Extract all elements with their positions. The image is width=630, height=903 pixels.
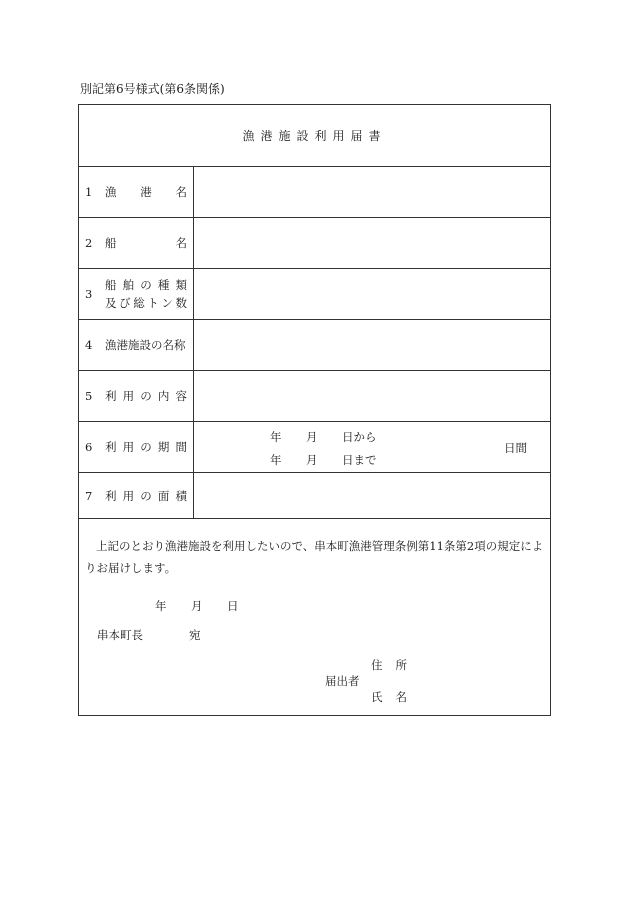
row-number: 2 <box>85 236 93 250</box>
label-char: 氏 <box>371 690 383 704</box>
row-label-cell <box>79 320 194 370</box>
row-number: 1 <box>85 185 93 199</box>
addressee: 串本町長 <box>97 628 143 642</box>
label-char: 期 <box>157 440 170 454</box>
label-char: 用 <box>122 440 135 454</box>
row-label-cell <box>79 269 194 319</box>
row-number: 4 <box>85 338 93 352</box>
row-number: 3 <box>85 287 93 301</box>
label-char: 船 <box>105 236 117 250</box>
declaration-statement: 上記のとおり漁港施設を利用したいので、串本町漁港管理条例第11条第2項の規定によりお届けします。 <box>85 539 544 575</box>
label-char: 名 <box>175 185 187 199</box>
label-char: の <box>140 440 152 454</box>
row-label <box>105 488 187 504</box>
row-label-cell <box>79 422 194 472</box>
label-char: 利 <box>105 389 117 403</box>
row-usage-content <box>79 371 550 422</box>
label-char: 港 <box>140 185 152 199</box>
label-char: の <box>140 488 152 503</box>
label-line-1 <box>105 276 187 294</box>
period-from: 日から <box>342 430 377 444</box>
form-title: 漁港施設利用届書 <box>79 105 550 167</box>
period-year: 年 <box>270 453 282 467</box>
label-char: ン <box>161 296 173 310</box>
row-facility-name <box>79 320 550 371</box>
period-month: 月 <box>306 430 318 444</box>
row-number: 5 <box>85 389 93 403</box>
row-usage-period <box>79 422 550 473</box>
label-char: 所 <box>395 658 407 672</box>
applicant-address-label <box>371 657 407 673</box>
label-char: 及 <box>105 296 117 310</box>
label-char: 内 <box>157 389 170 403</box>
label-char: 間 <box>175 440 187 454</box>
label-char: 用 <box>122 389 135 403</box>
date-year: 年 <box>155 599 167 613</box>
label-char: の <box>140 278 152 292</box>
row-label <box>105 439 187 455</box>
form-reference: 別記第6号様式(第6条関係) <box>80 82 225 96</box>
label-char: 漁 <box>105 185 117 199</box>
label-char: 名 <box>175 236 187 250</box>
row-ship-type-tonnage <box>79 269 550 320</box>
declaration-section <box>79 519 550 717</box>
row-label <box>105 276 187 312</box>
date-day: 日 <box>227 599 239 613</box>
notification-form <box>78 104 551 716</box>
row-usage-area <box>79 473 550 519</box>
row-label <box>105 184 187 200</box>
label-char: 舶 <box>122 278 135 292</box>
label-char: の <box>140 389 152 403</box>
row-label-cell <box>79 371 194 421</box>
date-month: 月 <box>191 599 203 613</box>
label-char: 用 <box>122 488 135 503</box>
applicant-label: 届出者 <box>325 674 360 688</box>
period-to-line <box>270 452 377 468</box>
row-number: 7 <box>85 488 93 503</box>
row-number: 6 <box>85 440 93 454</box>
period-to: 日まで <box>342 453 377 467</box>
row-label-cell <box>79 218 194 268</box>
label-line-2 <box>105 294 187 312</box>
label-char: び <box>119 296 131 310</box>
label-char: 住 <box>371 658 383 672</box>
period-from-line <box>270 429 377 445</box>
applicant-name-label <box>371 689 407 705</box>
label-char: 積 <box>175 488 187 503</box>
period-total-days: 日間 <box>504 441 527 455</box>
period-month: 月 <box>306 453 318 467</box>
label-char: 利 <box>105 488 117 503</box>
row-label <box>105 388 187 404</box>
label-char: 種 <box>157 278 170 292</box>
label-char: 総 <box>133 296 145 310</box>
period-year: 年 <box>270 430 282 444</box>
label-char: ト <box>147 296 159 310</box>
row-label-cell <box>79 473 194 518</box>
row-label-cell <box>79 167 194 217</box>
label-char: 船 <box>105 278 117 292</box>
row-label: 漁港施設の名称 <box>105 338 186 352</box>
row-ship-name <box>79 218 550 269</box>
label-char: 利 <box>105 440 117 454</box>
label-char: 数 <box>175 296 187 310</box>
row-label <box>105 235 187 251</box>
submission-date <box>155 598 239 614</box>
addressee-honorific: 宛 <box>189 628 201 642</box>
label-char: 類 <box>175 278 187 292</box>
period-field <box>194 422 550 472</box>
label-char: 容 <box>175 389 187 403</box>
row-port-name <box>79 167 550 218</box>
label-char: 面 <box>157 488 170 503</box>
label-char: 名 <box>395 690 407 704</box>
